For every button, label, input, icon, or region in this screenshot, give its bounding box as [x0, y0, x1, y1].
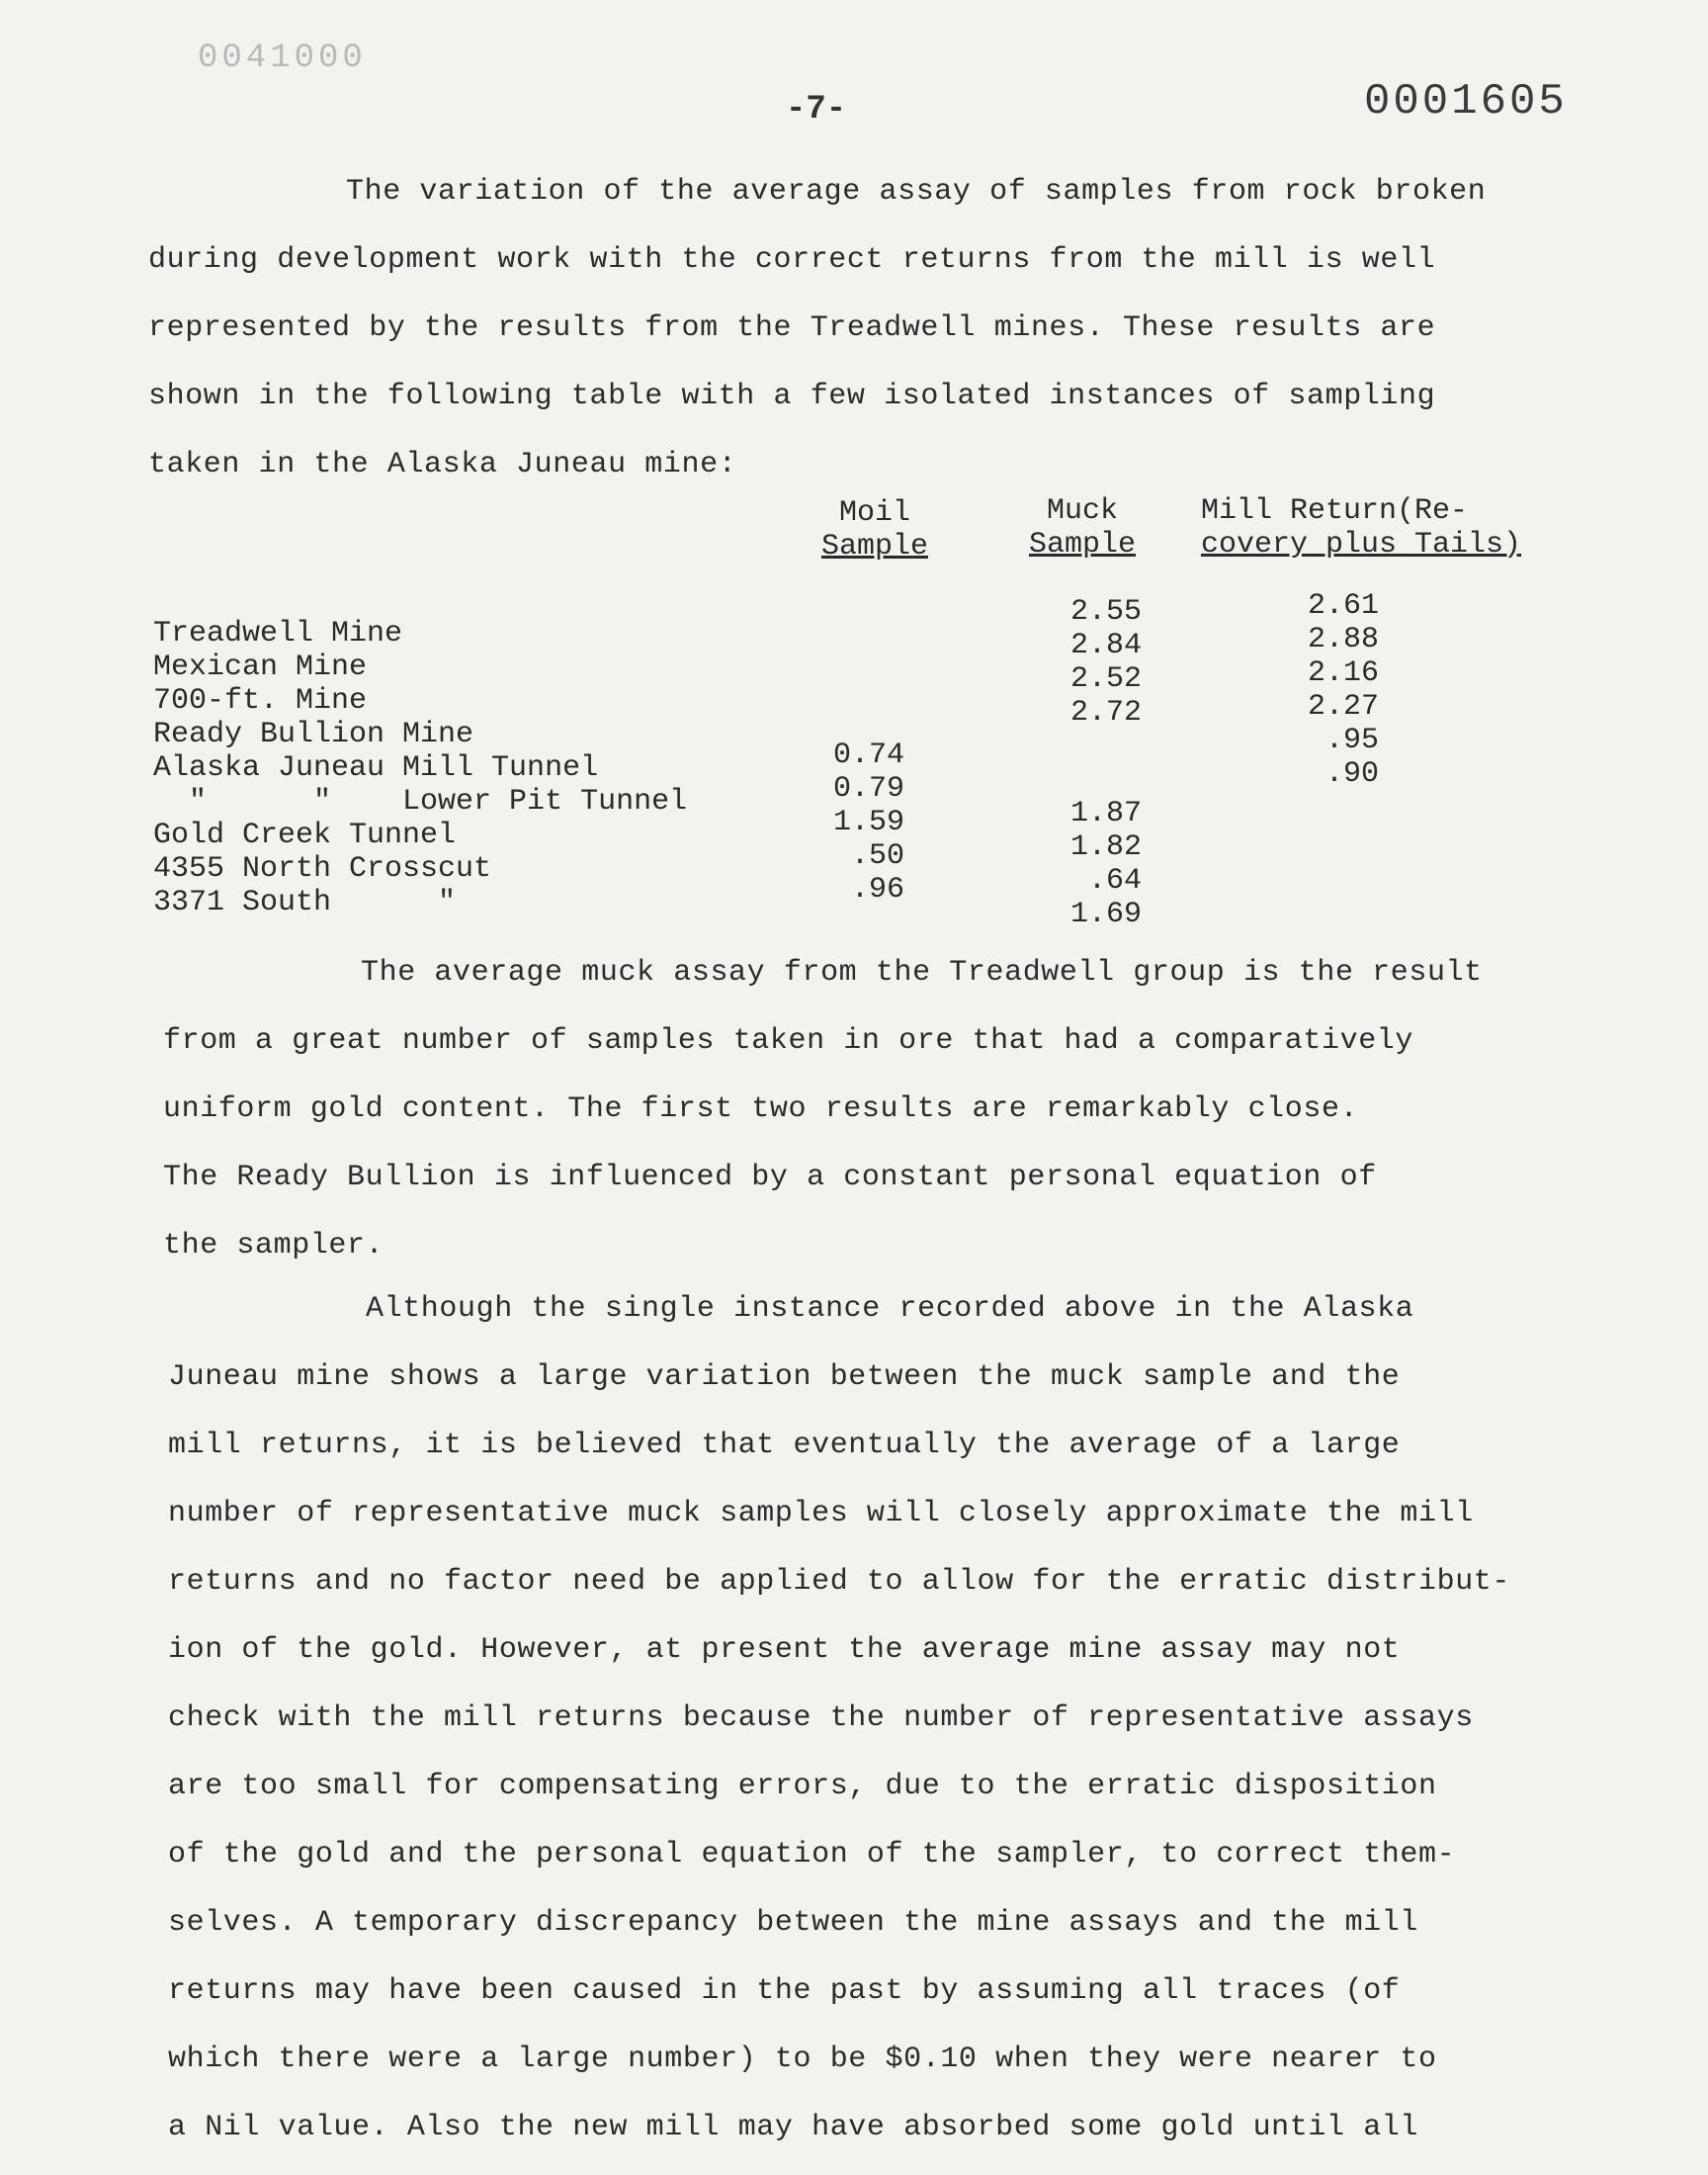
row-label: Mexican Mine [153, 651, 368, 684]
table-cell [1003, 763, 1142, 797]
header-mill-return [1201, 494, 1596, 562]
text-line: shown in the following table with a few isolated instances of sampling [148, 380, 1436, 413]
table-cell [1003, 730, 1142, 763]
mill-return-column [1240, 589, 1379, 791]
table-cell: 2.55 [1069, 595, 1142, 629]
text-line: which there were a large number) to be $0.10 when they were nearer to [168, 2043, 1437, 2076]
text-line: ion of the gold. However, at present the average mine assay may not [168, 1633, 1401, 1667]
table-cell: 0.79 [832, 772, 904, 806]
header-text: Moil [838, 496, 910, 530]
table-cell: .90 [1324, 757, 1379, 791]
header-text: Mill Return(Re- [1201, 494, 1469, 528]
table-cell: .96 [850, 873, 904, 907]
text-line: taken in the Alaska Juneau mine: [148, 448, 737, 481]
row-label: Gold Creek Tunnel [153, 819, 457, 852]
row-label: 700-ft. Mine [153, 684, 368, 718]
text-line: The variation of the average assay of samples from rock broken [346, 175, 1487, 209]
text-line: a Nil value. Also the new mill may have absorbed some gold until all [168, 2111, 1418, 2144]
header-text: covery plus Tails) [1201, 528, 1522, 562]
text-line: from a great number of samples taken in ore that had a comparatively [163, 1024, 1413, 1058]
header-moil-sample [786, 496, 964, 564]
assay-table [153, 494, 1586, 929]
table-cell: 0.74 [832, 739, 904, 772]
row-label: 3371 South " [153, 886, 457, 919]
paragraph-intro [148, 158, 1611, 499]
text-line: The Ready Bullion is influenced by a constant personal equation of [163, 1161, 1377, 1194]
text-line: Although the single instance recorded above in the Alaska [366, 1292, 1414, 1326]
table-cell: .95 [1324, 724, 1379, 757]
text-line: selves. A temporary discrepancy between the mine assays and the mill [168, 1906, 1418, 1940]
header-muck-sample [983, 494, 1181, 562]
text-line: mill returns, it is believed that eventually the average of a large [168, 1429, 1401, 1462]
table-cell: 2.84 [1069, 629, 1142, 662]
text-line: check with the mill returns because the number of representative assays [168, 1701, 1474, 1735]
table-cell: 2.61 [1307, 589, 1379, 623]
text-line: uniform gold content. The first two results are remarkably close. [163, 1092, 1359, 1126]
text-line: represented by the results from the Treadwell mines. These results are [148, 311, 1436, 345]
table-cell: 1.59 [832, 806, 904, 839]
table-cell: 2.88 [1307, 623, 1379, 656]
text-line: of the gold and the personal equation of the sampler, to correct them- [168, 1838, 1456, 1871]
text-line: during development work with the correct returns from the mill is well [148, 243, 1436, 277]
header-text: Sample [820, 530, 929, 564]
stamp-number: 0001605 [1364, 77, 1568, 127]
table-cell: 2.72 [1069, 696, 1142, 730]
row-label: Treadwell Mine [153, 617, 403, 651]
text-line: The average muck assay from the Treadwell group is the result [361, 956, 1483, 990]
text-line: Juneau mine shows a large variation between the muck sample and the [168, 1360, 1401, 1394]
table-cell: 1.87 [1069, 797, 1142, 830]
table-cell: 2.27 [1307, 690, 1379, 724]
row-label: 4355 North Crosscut [153, 852, 492, 886]
row-labels [153, 617, 687, 919]
text-line: the sampler. [163, 1229, 384, 1262]
page-number: -7- [786, 91, 847, 129]
header-text: Sample [1028, 528, 1137, 562]
moil-sample-column [786, 739, 904, 907]
header-text: Muck [1046, 494, 1118, 528]
text-line: are too small for compensating errors, due to the erratic disposition [168, 1770, 1437, 1803]
paragraph-treadwell [163, 939, 1606, 1280]
row-label: Ready Bullion Mine [153, 718, 474, 751]
table-cell: .50 [850, 839, 904, 873]
paragraph-alaska-juneau [168, 1275, 1651, 2162]
text-line: number of representative muck samples will closely approximate the mill [168, 1497, 1474, 1530]
table-cell: 1.69 [1069, 898, 1142, 931]
muck-sample-column [1003, 595, 1142, 931]
faded-stamp-number: 0041000 [198, 40, 367, 77]
row-label: Alaska Juneau Mill Tunnel [153, 751, 599, 785]
table-cell: 1.82 [1069, 830, 1142, 864]
table-cell: 2.52 [1069, 662, 1142, 696]
table-cell: .64 [1087, 864, 1142, 898]
row-label: " " Lower Pit Tunnel [153, 785, 688, 819]
table-cell: 2.16 [1307, 656, 1379, 690]
text-line: returns may have been caused in the past by assuming all traces (of [168, 1974, 1401, 2008]
text-line: returns and no factor need be applied to allow for the erratic distribut- [168, 1565, 1511, 1599]
